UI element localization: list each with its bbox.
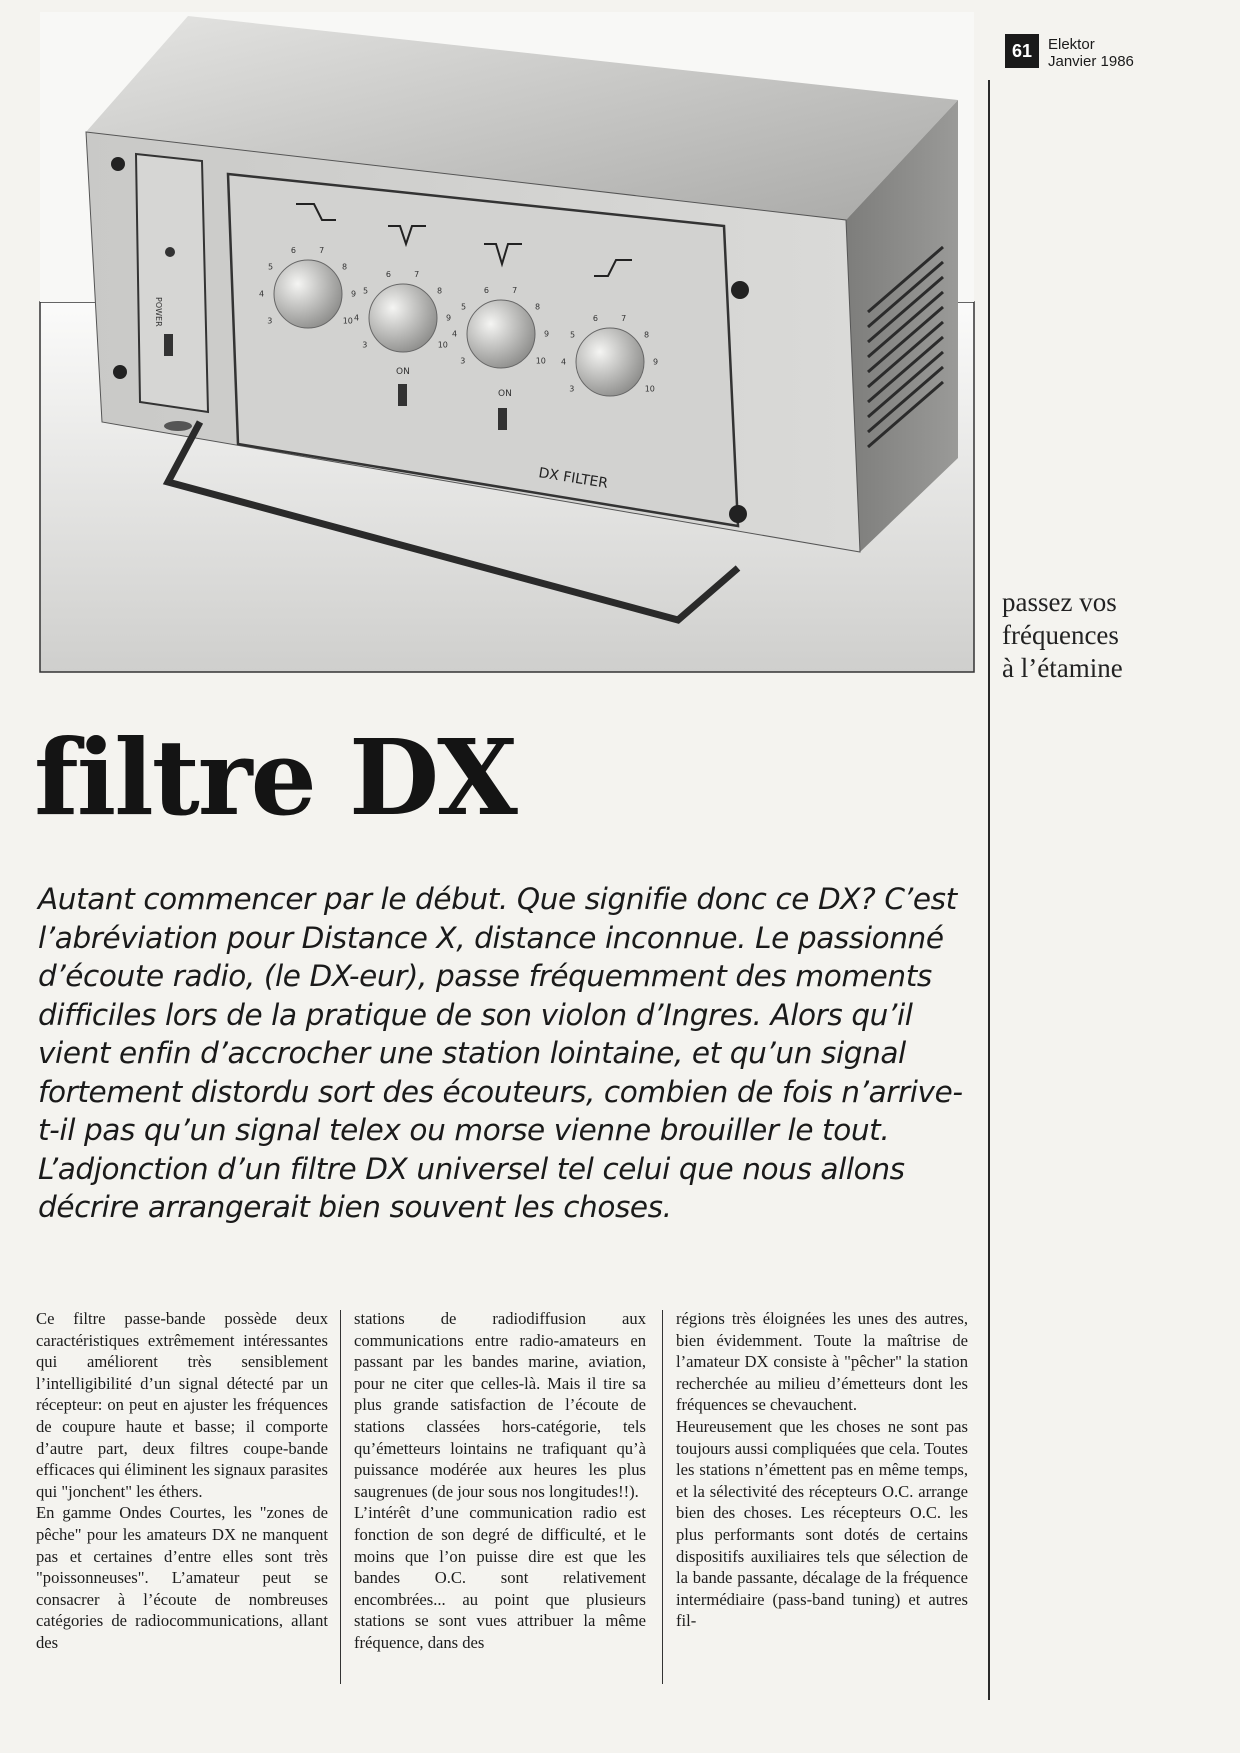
dial-scale-number: 8 — [644, 330, 650, 340]
dial-scale-number: 6 — [592, 314, 598, 324]
subtitle-line: à l’étamine — [1002, 653, 1123, 683]
dial-scale-number: 4 — [561, 357, 567, 367]
margin-rule — [988, 80, 990, 1700]
dial-scale-number: 8 — [342, 262, 348, 272]
lead-paragraph — [38, 880, 973, 1227]
power-label: POWER — [154, 297, 163, 327]
dial-scale-number: 5 — [268, 262, 274, 272]
body-paragraph: Ce filtre passe-bande possède deux caractéristiques extrêmement intéressantes qui améliorent très sensiblement l’intelligibilité d’un signal détecté par un récepteur: on peut en ajuster les fréquences de coupure haute et basse; il comporte d’autre part, deux filtres coupe-bande efficaces qui éliminent les signaux parasites qui "jonchent" les éthers. — [36, 1309, 328, 1501]
publication-info — [1048, 36, 1134, 70]
dial-scale-number: 9 — [544, 329, 550, 339]
body-paragraph: stations de radiodiffusion aux communications entre radio-amateurs en passant par les bandes marine, aviation, pour ne citer que celles-là. Mais il tire sa plus grande satisfaction de l’écoute de stations classées hors-catégorie, tels qu’émetteurs lointains ne trafiquant qu’à puissance modérée aux heures les plus saugrenues (de jour sous nos longitudes!!). — [354, 1309, 646, 1501]
issue-date: Janvier 1986 — [1048, 53, 1134, 70]
dial-scale-number: 7 — [319, 246, 325, 256]
dial-scale-number: 7 — [621, 314, 627, 324]
dial-scale-number: 7 — [414, 270, 420, 280]
device-photo — [38, 12, 976, 674]
on-label: ON — [396, 367, 410, 377]
lead-text: Autant commencer par le début. Que signifie donc ce DX? C’est l’abréviation pour Distance X, distance inconnue. Le passionné d’écoute radio, (le DX-eur), passe fréquemment des moments difficiles lors de la pratique de son violon d’Ingres. Alors qu’il vient enfin d’accrocher une station lointaine, et qu’un signal fortement distordu sort des écouteurs, combien de fois n’arrive-t-il pas qu’un signal telex ou morse vienne brouiller le tout. — [38, 882, 963, 1147]
body-paragraph: régions très éloignées les unes des autres, bien évidemment. Toute la maîtrise de l’amateur DX consiste à "pêcher" la station recherchée au milieu d’émetteurs dont les fréquences se chevauchent. — [676, 1309, 968, 1415]
dial-scale-number: 9 — [351, 289, 357, 299]
dial-scale-number: 10 — [342, 316, 353, 326]
dial-scale-number: 3 — [569, 384, 575, 394]
dial-scale-number: 8 — [535, 302, 541, 312]
body-paragraph: L’intérêt d’une communication radio est fonction de son degré de difficulté, et le moins que l’on puisse dire est que les bandes O.C. sont relativement encombrées... au point que plusieurs stations se sont vues attribuer la même fréquence, dans des — [354, 1503, 646, 1652]
dial-scale-number: 4 — [452, 329, 458, 339]
dial-scale-number: 5 — [461, 302, 467, 312]
on-label: ON — [498, 389, 512, 399]
subtitle-line: fréquences — [1002, 620, 1119, 650]
publication-name: Elektor — [1048, 36, 1095, 53]
body-column-1 — [36, 1308, 328, 1686]
dial-scale-number: 5 — [570, 330, 576, 340]
dial-scale-number: 9 — [446, 313, 452, 323]
dial-scale-number: 6 — [290, 246, 296, 256]
dial-scale-number: 7 — [512, 286, 518, 296]
dial-scale-number: 6 — [483, 286, 489, 296]
dial-scale-number: 5 — [363, 286, 369, 296]
dial-scale-number: 8 — [437, 286, 443, 296]
column-divider — [340, 1310, 341, 1684]
dial-scale-number: 4 — [354, 313, 360, 323]
body-column-3 — [676, 1308, 968, 1686]
dial-scale-number: 6 — [385, 270, 391, 280]
column-divider — [662, 1310, 663, 1684]
panel-label: DX FILTER — [537, 465, 610, 492]
dial-scale-number: 4 — [259, 289, 265, 299]
dial-scale-number: 10 — [535, 356, 546, 366]
body-paragraph: Heureusement que les choses ne sont pas toujours aussi compliquées que cela. Toutes les stations n’émettent pas en même temps, et la sélectivité des récepteurs O.C. arrange bien des choses. Les récepteurs O.C. les plus performants sont dotés de certains dispositifs auxiliaires tels que sélection de la bande passante, décalage de la fréquence intermédiaire (pass-band tuning) et autres fil- — [676, 1416, 968, 1631]
subtitle-line: passez vos — [1002, 587, 1117, 617]
article-title: filtre DX — [34, 716, 516, 839]
dial-scale-number: 10 — [644, 384, 655, 394]
article-subtitle — [1002, 586, 1222, 685]
dial-scale-number: 3 — [267, 316, 273, 326]
body-paragraph: En gamme Ondes Courtes, les "zones de pêche" pour les amateurs DX ne manquent pas et certaines d’entre elles sont très "poissonneuses". L’amateur peut se consacrer à l’écoute de nombreuses catégories de radiocommunications, allant des — [36, 1503, 328, 1652]
dial-scale-number: 3 — [460, 356, 466, 366]
dial-scale-number: 3 — [362, 340, 368, 350]
page-number: 61 — [1005, 34, 1039, 68]
dial-scale-number: 10 — [437, 340, 448, 350]
dial-scale-number: 9 — [653, 357, 659, 367]
lead-text-2: L’adjonction d’un filtre DX universel tel celui que nous allons décrire arrangerait bien souvent les choses. — [38, 1151, 905, 1224]
body-column-2 — [354, 1308, 646, 1686]
